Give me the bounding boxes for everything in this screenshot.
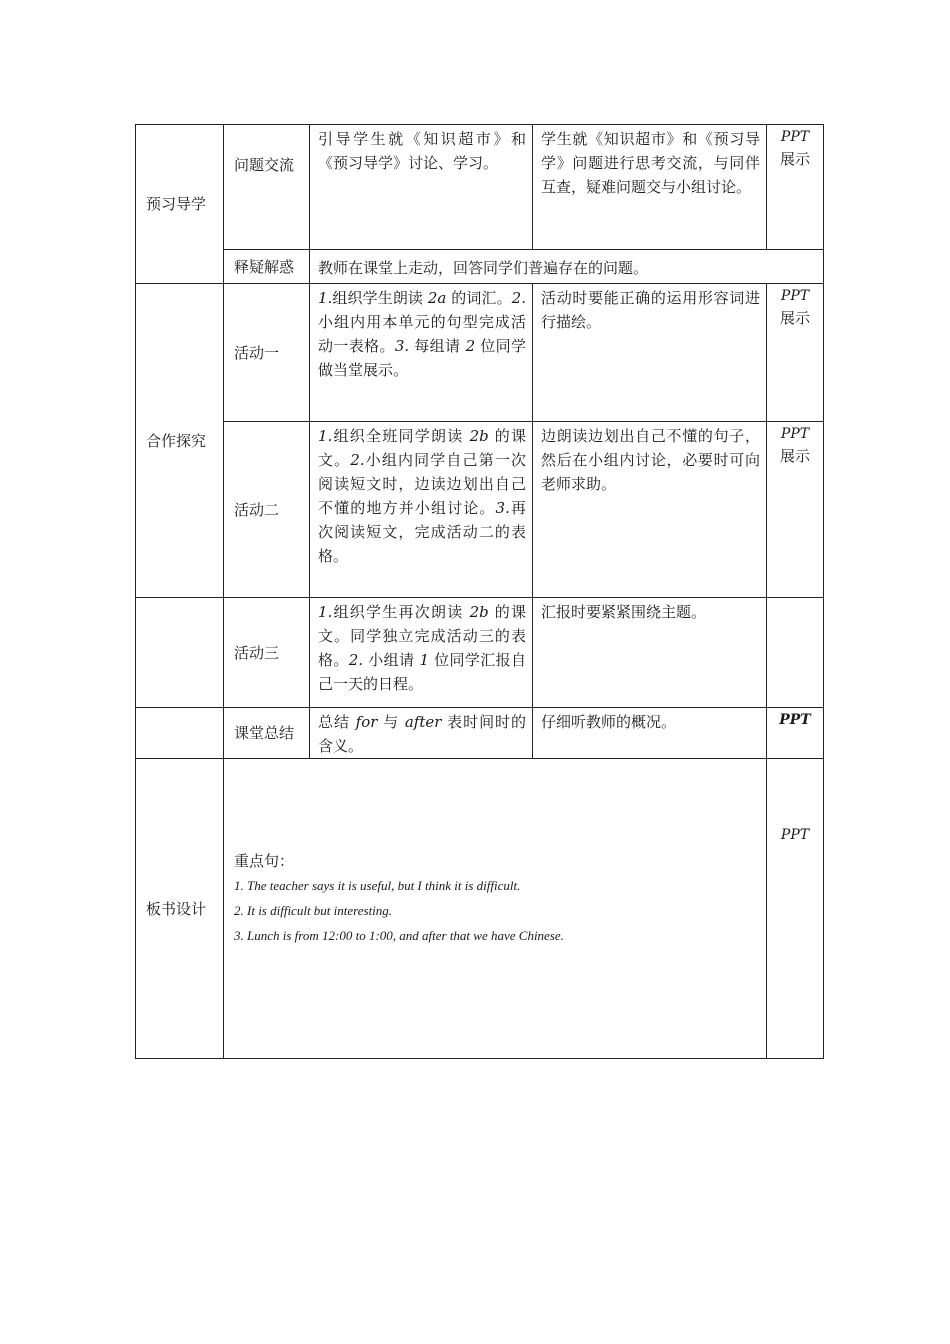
media-cell bbox=[767, 422, 824, 598]
num: 1. bbox=[318, 427, 333, 445]
text: 组织学生再次朗读 bbox=[332, 603, 470, 621]
stage-empty bbox=[136, 598, 224, 708]
clarify-text: 教师在课堂上走动，回答同学们普遍存在的问题。 bbox=[310, 250, 824, 284]
step-question-exchange: 问题交流 bbox=[224, 125, 310, 250]
num: 3. bbox=[394, 337, 410, 355]
stage-preview: 预习导学 bbox=[136, 125, 224, 284]
lesson-plan-table bbox=[135, 124, 824, 1059]
text: 小组请 bbox=[363, 651, 420, 669]
step-clarify: 释疑解惑 bbox=[224, 250, 310, 284]
num: 2. bbox=[348, 651, 364, 669]
media-cell bbox=[767, 708, 824, 759]
step-summary: 课堂总结 bbox=[224, 708, 310, 759]
text: 位同学做当堂展示。 bbox=[318, 337, 526, 379]
step-activity-2: 活动二 bbox=[224, 422, 310, 598]
text: 表时间时的含义。 bbox=[318, 713, 526, 755]
num: 2 bbox=[465, 337, 476, 355]
media-cell bbox=[767, 284, 824, 422]
num: 3. bbox=[495, 499, 510, 517]
text: 的课文。同学独立完成活动三的表格。 bbox=[318, 603, 526, 669]
word: after bbox=[404, 713, 442, 731]
row-activity-2 bbox=[136, 422, 824, 598]
text: 组织学生朗读 bbox=[332, 289, 428, 307]
text: 小组内用本单元的句型完成活动一表格。 bbox=[318, 313, 526, 355]
media-cell bbox=[767, 125, 824, 250]
text: 的课文。 bbox=[318, 427, 526, 469]
row-question-exchange bbox=[136, 125, 824, 250]
teacher-activity bbox=[310, 422, 533, 598]
row-summary bbox=[136, 708, 824, 759]
media-cell bbox=[767, 759, 824, 1059]
teacher-activity bbox=[310, 284, 533, 422]
text: 组织全班同学朗读 bbox=[332, 427, 470, 445]
num: 1. bbox=[318, 289, 333, 307]
media-ppt-label: PPT bbox=[780, 827, 810, 843]
board-sentence: 2. It is difficult but interesting. bbox=[234, 903, 393, 918]
word: for bbox=[355, 713, 378, 731]
board-content bbox=[224, 759, 767, 1059]
step-activity-3: 活动三 bbox=[224, 598, 310, 708]
text: 每组请 bbox=[409, 337, 466, 355]
media-show-label: 展示 bbox=[779, 150, 810, 168]
num: 2. bbox=[511, 289, 526, 307]
teacher-activity: 引导学生就《知识超市》和《预习导学》讨论、学习。 bbox=[310, 125, 533, 250]
num: 1. bbox=[318, 603, 333, 621]
row-activity-1 bbox=[136, 284, 824, 422]
text: 再次阅读短文，完成活动二的表格。 bbox=[318, 499, 526, 565]
num: 2b bbox=[469, 603, 489, 621]
text: 位同学汇报自己一天的日程。 bbox=[318, 651, 526, 693]
student-activity: 汇报时要紧紧围绕主题。 bbox=[533, 598, 767, 708]
media-show-label: 展示 bbox=[779, 309, 810, 327]
board-sentence: 3. Lunch is from 12:00 to 1:00, and after that we have Chinese. bbox=[234, 928, 564, 943]
student-activity: 活动时要能正确的运用形容词进行描绘。 bbox=[533, 284, 767, 422]
media-show-label: 展示 bbox=[779, 447, 810, 465]
media-ppt-label: PPT bbox=[779, 712, 811, 728]
text: 小组内同学自己第一次阅读短文时，边读边划出自己不懂的地方并小组讨论。 bbox=[318, 451, 526, 517]
num: 2a bbox=[427, 289, 447, 307]
media-ppt-label: PPT bbox=[780, 288, 810, 304]
board-sentence: 1. The teacher says it is useful, but I think it is difficult. bbox=[234, 878, 521, 893]
row-activity-3 bbox=[136, 598, 824, 708]
media-cell bbox=[767, 598, 824, 708]
stage-explore: 合作探究 bbox=[136, 284, 224, 598]
student-activity: 边朗读边划出自己不懂的句子，然后在小组内讨论，必要时可向老师求助。 bbox=[533, 422, 767, 598]
row-clarify bbox=[136, 250, 824, 284]
teacher-activity bbox=[310, 598, 533, 708]
student-activity: 仔细听教师的概况。 bbox=[533, 708, 767, 759]
stage-board: 板书设计 bbox=[136, 759, 224, 1059]
num: 1 bbox=[419, 651, 429, 669]
row-board-design bbox=[136, 759, 824, 1059]
media-ppt-label: PPT bbox=[780, 129, 810, 145]
text: 与 bbox=[377, 713, 405, 731]
text: 总结 bbox=[318, 713, 356, 731]
board-heading: 重点句： bbox=[234, 852, 295, 870]
step-activity-1: 活动一 bbox=[224, 284, 310, 422]
media-ppt-label: PPT bbox=[780, 426, 810, 442]
num: 2b bbox=[469, 427, 489, 445]
text: 的词汇。 bbox=[446, 289, 512, 307]
student-activity: 学生就《知识超市》和《预习导学》问题进行思考交流，与同伴互查，疑难问题交与小组讨论。 bbox=[533, 125, 767, 250]
stage-empty bbox=[136, 708, 224, 759]
teacher-activity bbox=[310, 708, 533, 759]
num: 2. bbox=[350, 451, 365, 469]
